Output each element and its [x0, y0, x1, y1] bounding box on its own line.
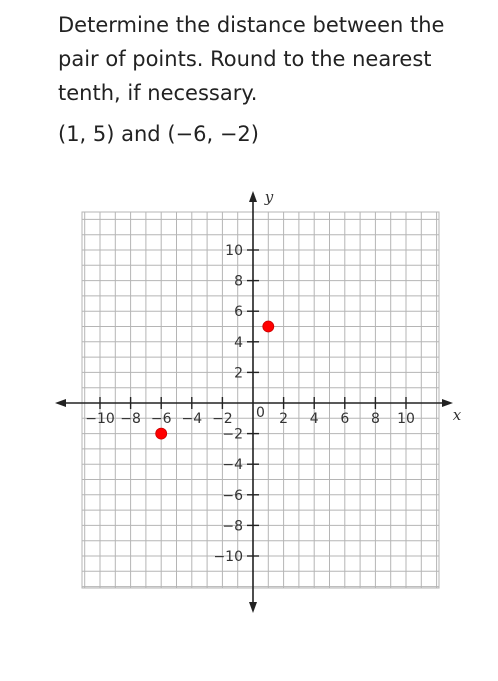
points-pair: (1, 5) and (−6, −2): [58, 122, 259, 146]
grid-border: [82, 212, 439, 588]
x-tick-label: −8: [120, 411, 141, 427]
x-tick-label: 2: [279, 411, 289, 427]
x-axis-arrow-right: [442, 399, 453, 407]
y-axis-label: y: [264, 188, 274, 206]
x-tick-label: 10: [397, 411, 415, 427]
y-tick-label: −6: [222, 487, 243, 504]
y-tick-label: 8: [234, 273, 243, 290]
graph-tick-labels: [85, 188, 462, 565]
y-axis-arrow-up: [249, 191, 257, 202]
graph-grid: [82, 212, 439, 588]
x-tick-label: −10: [85, 411, 115, 427]
x-tick-label: 6: [340, 411, 350, 427]
y-tick-label: −10: [213, 549, 243, 565]
origin-label: 0: [256, 405, 265, 421]
y-tick-label: 6: [234, 304, 243, 321]
x-axis-label: x: [452, 406, 462, 424]
y-tick-label: 2: [234, 365, 243, 382]
x-tick-label: −4: [181, 411, 203, 427]
x-tick-label: −6: [150, 411, 172, 427]
question-prompt: Determine the distance between the pair of points. Round to the nearest tenth, if necessary.: [58, 13, 445, 105]
y-tick-label: −8: [222, 518, 243, 535]
y-tick-label: 10: [225, 243, 243, 259]
plotted-point: [156, 428, 167, 439]
y-tick-label: 4: [234, 334, 243, 351]
x-tick-label: −2: [212, 411, 233, 427]
x-tick-label: 4: [309, 411, 319, 427]
y-tick-label: −2: [222, 426, 243, 443]
x-tick-label: 8: [370, 411, 380, 427]
graph-axes: [55, 191, 453, 613]
x-axis-arrow-left: [55, 399, 66, 407]
plotted-point: [263, 321, 274, 332]
y-tick-label: −4: [222, 457, 243, 474]
y-axis-arrow-down: [249, 602, 257, 613]
